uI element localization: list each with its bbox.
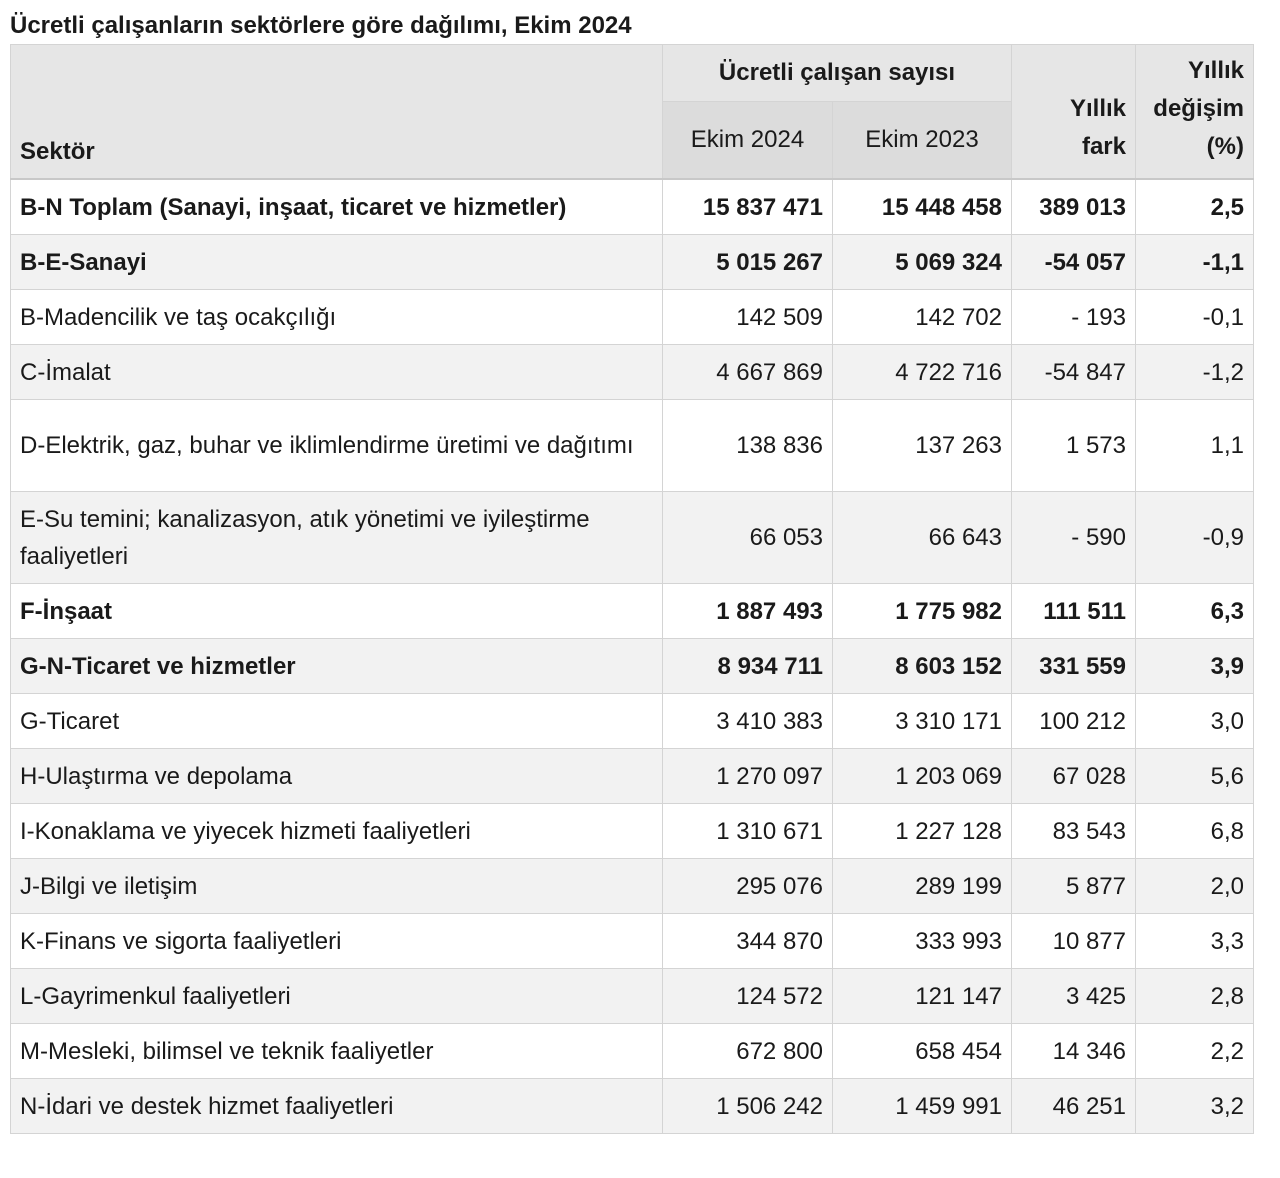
table-row <box>11 969 1254 1024</box>
annual-difference-cell: 10 877 <box>1012 914 1136 969</box>
annual-change-pct-cell: 3,0 <box>1136 694 1254 749</box>
sector-cell: C-İmalat <box>11 345 663 400</box>
annual-change-pct-cell: 2,0 <box>1136 859 1254 914</box>
value-2023-cell: 1 459 991 <box>833 1079 1012 1134</box>
annual-change-pct-cell: 3,3 <box>1136 914 1254 969</box>
annual-difference-cell: 46 251 <box>1012 1079 1136 1134</box>
table-header <box>11 45 1254 180</box>
sector-cell: B-Madencilik ve taş ocakçılığı <box>11 290 663 345</box>
sector-cell: G-Ticaret <box>11 694 663 749</box>
table-row <box>11 694 1254 749</box>
annual-change-pct-cell: 6,3 <box>1136 584 1254 639</box>
header-diff-line1: Yıllık <box>1069 95 1126 122</box>
value-2024-cell: 15 837 471 <box>663 179 833 235</box>
value-2024-cell: 1 506 242 <box>663 1079 833 1134</box>
table-row <box>11 1079 1254 1134</box>
sector-cell: L-Gayrimenkul faaliyetleri <box>11 969 663 1024</box>
annual-change-pct-cell: -0,1 <box>1136 290 1254 345</box>
value-2024-cell: 5 015 267 <box>663 235 833 290</box>
annual-change-pct-cell: 1,1 <box>1136 400 1254 492</box>
header-pct-line2: değişim <box>1153 95 1244 122</box>
header-ekim-2024: Ekim 2024 <box>663 102 833 180</box>
sector-cell: K-Finans ve sigorta faaliyetleri <box>11 914 663 969</box>
value-2023-cell: 121 147 <box>833 969 1012 1024</box>
sector-cell: B-N Toplam (Sanayi, inşaat, ticaret ve hizmetler) <box>11 179 663 235</box>
table-row <box>11 179 1254 235</box>
annual-difference-cell: 100 212 <box>1012 694 1136 749</box>
header-pct-line1: Yıllık <box>1187 57 1244 84</box>
annual-change-pct-cell: 3,9 <box>1136 639 1254 694</box>
annual-difference-cell: - 193 <box>1012 290 1136 345</box>
table-row <box>11 749 1254 804</box>
header-ekim-2023: Ekim 2023 <box>833 102 1012 180</box>
sector-cell: G-N-Ticaret ve hizmetler <box>11 639 663 694</box>
table-row <box>11 859 1254 914</box>
sector-cell: H-Ulaştırma ve depolama <box>11 749 663 804</box>
value-2024-cell: 1 310 671 <box>663 804 833 859</box>
value-2024-cell: 4 667 869 <box>663 345 833 400</box>
header-employee-count-group: Ücretli çalışan sayısı <box>663 45 1012 102</box>
annual-difference-cell: 67 028 <box>1012 749 1136 804</box>
sector-cell: E-Su temini; kanalizasyon, atık yönetimi ve iyileştirme faaliyetleri <box>11 492 663 584</box>
annual-difference-cell: 331 559 <box>1012 639 1136 694</box>
header-diff-line2: fark <box>1081 133 1126 160</box>
annual-difference-cell: 83 543 <box>1012 804 1136 859</box>
annual-difference-cell: 111 511 <box>1012 584 1136 639</box>
employment-table <box>10 44 1254 1134</box>
value-2023-cell: 3 310 171 <box>833 694 1012 749</box>
sector-cell: B-E-Sanayi <box>11 235 663 290</box>
value-2024-cell: 8 934 711 <box>663 639 833 694</box>
value-2023-cell: 333 993 <box>833 914 1012 969</box>
annual-change-pct-cell: 2,5 <box>1136 179 1254 235</box>
value-2024-cell: 124 572 <box>663 969 833 1024</box>
value-2023-cell: 8 603 152 <box>833 639 1012 694</box>
table-row <box>11 584 1254 639</box>
value-2023-cell: 658 454 <box>833 1024 1012 1079</box>
value-2023-cell: 1 775 982 <box>833 584 1012 639</box>
annual-difference-cell: 1 573 <box>1012 400 1136 492</box>
annual-difference-cell: -54 057 <box>1012 235 1136 290</box>
table-row <box>11 639 1254 694</box>
table-row <box>11 345 1254 400</box>
value-2023-cell: 5 069 324 <box>833 235 1012 290</box>
annual-change-pct-cell: 6,8 <box>1136 804 1254 859</box>
table-row <box>11 492 1254 584</box>
annual-change-pct-cell: -1,1 <box>1136 235 1254 290</box>
value-2023-cell: 4 722 716 <box>833 345 1012 400</box>
value-2023-cell: 1 203 069 <box>833 749 1012 804</box>
header-annual-difference <box>1012 45 1136 180</box>
sector-cell: F-İnşaat <box>11 584 663 639</box>
value-2024-cell: 66 053 <box>663 492 833 584</box>
value-2024-cell: 142 509 <box>663 290 833 345</box>
annual-difference-cell: 14 346 <box>1012 1024 1136 1079</box>
value-2024-cell: 1 270 097 <box>663 749 833 804</box>
annual-difference-cell: 3 425 <box>1012 969 1136 1024</box>
value-2023-cell: 137 263 <box>833 400 1012 492</box>
table-row <box>11 400 1254 492</box>
value-2024-cell: 295 076 <box>663 859 833 914</box>
table-row <box>11 914 1254 969</box>
table-container <box>10 8 1253 1134</box>
annual-difference-cell: 5 877 <box>1012 859 1136 914</box>
value-2024-cell: 344 870 <box>663 914 833 969</box>
header-annual-change-pct <box>1136 45 1254 180</box>
value-2024-cell: 3 410 383 <box>663 694 833 749</box>
value-2024-cell: 672 800 <box>663 1024 833 1079</box>
header-sector: Sektör <box>11 45 663 180</box>
table-row <box>11 804 1254 859</box>
table-body <box>11 179 1254 1134</box>
annual-change-pct-cell: -0,9 <box>1136 492 1254 584</box>
sector-cell: J-Bilgi ve iletişim <box>11 859 663 914</box>
table-row <box>11 1024 1254 1079</box>
value-2023-cell: 15 448 458 <box>833 179 1012 235</box>
annual-change-pct-cell: 3,2 <box>1136 1079 1254 1134</box>
value-2023-cell: 66 643 <box>833 492 1012 584</box>
value-2024-cell: 138 836 <box>663 400 833 492</box>
annual-change-pct-cell: 5,6 <box>1136 749 1254 804</box>
annual-difference-cell: -54 847 <box>1012 345 1136 400</box>
value-2023-cell: 1 227 128 <box>833 804 1012 859</box>
sector-cell: N-İdari ve destek hizmet faaliyetleri <box>11 1079 663 1134</box>
annual-change-pct-cell: -1,2 <box>1136 345 1254 400</box>
table-row <box>11 235 1254 290</box>
annual-change-pct-cell: 2,8 <box>1136 969 1254 1024</box>
value-2023-cell: 142 702 <box>833 290 1012 345</box>
table-row <box>11 290 1254 345</box>
annual-difference-cell: 389 013 <box>1012 179 1136 235</box>
value-2023-cell: 289 199 <box>833 859 1012 914</box>
sector-cell: D-Elektrik, gaz, buhar ve iklimlendirme üretimi ve dağıtımı <box>11 400 663 492</box>
annual-change-pct-cell: 2,2 <box>1136 1024 1254 1079</box>
sector-cell: M-Mesleki, bilimsel ve teknik faaliyetler <box>11 1024 663 1079</box>
table-title: Ücretli çalışanların sektörlere göre dağılımı, Ekim 2024 <box>10 12 632 39</box>
header-pct-line3: (%) <box>1206 133 1244 160</box>
sector-cell: I-Konaklama ve yiyecek hizmeti faaliyetleri <box>11 804 663 859</box>
value-2024-cell: 1 887 493 <box>663 584 833 639</box>
annual-difference-cell: - 590 <box>1012 492 1136 584</box>
